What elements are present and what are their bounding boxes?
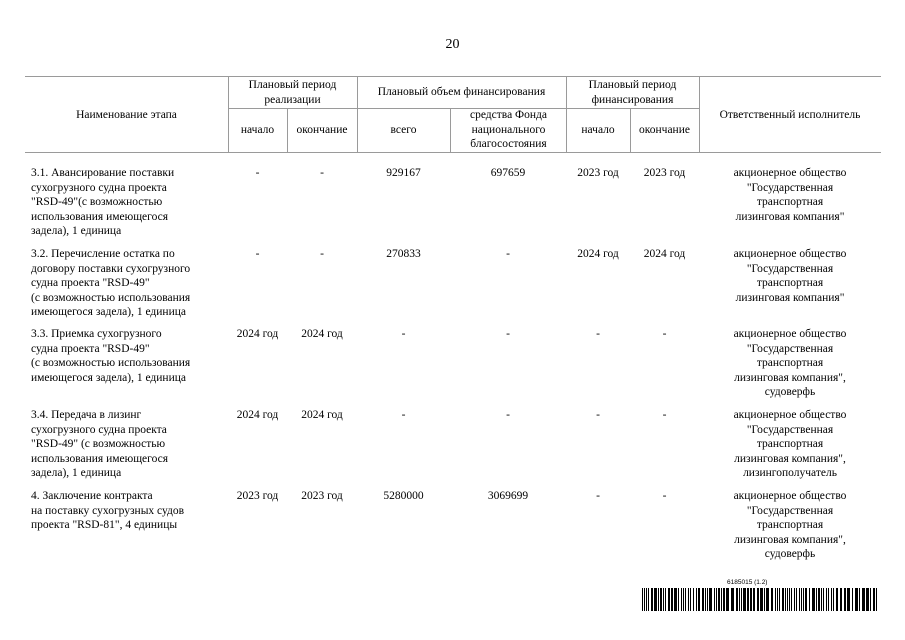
cell-funding-total: - [401, 328, 406, 340]
cell-impl-end: 2024 год [301, 328, 343, 340]
cell-executor [699, 166, 881, 224]
barcode-bar [753, 588, 755, 611]
cell-fin-start: 2024 год [577, 248, 619, 260]
cell-fin-end: - [662, 490, 667, 502]
cell-stage-name [31, 327, 228, 385]
executor-line: лизинговая компания", [734, 371, 846, 384]
barcode-bar [718, 588, 720, 611]
barcode-bar [831, 588, 832, 611]
barcode-bar [870, 588, 871, 611]
barcode [642, 588, 880, 611]
barcode-bar [714, 588, 715, 611]
barcode-bar [782, 588, 784, 611]
executor-line: "Государственная [746, 342, 834, 355]
barcode-bar [876, 588, 877, 611]
cell-impl-end: - [320, 167, 324, 179]
barcode-bar [705, 588, 706, 611]
cell-fin-start: - [596, 409, 600, 421]
stage-name-line: 3.2. Перечисление остатка по [31, 248, 175, 260]
barcode-label: 6185015 (1.2) [727, 579, 768, 586]
cell-stage-name [31, 166, 228, 239]
cell-funding-total: 5280000 [383, 490, 424, 502]
barcode-bar [766, 588, 769, 611]
barcode-bar [726, 588, 729, 611]
header-executor: Ответственный исполнитель [719, 109, 861, 121]
cell-executor [699, 489, 881, 562]
cell-impl-end: - [320, 248, 324, 260]
executor-line: транспортная [756, 277, 824, 290]
barcode-bar [840, 588, 842, 611]
barcode-bar [779, 588, 780, 611]
header-stage-name: Наименование этапа [76, 109, 177, 121]
barcode-bar [693, 588, 694, 611]
barcode-bar [660, 588, 662, 611]
barcode-bar [809, 588, 810, 611]
cell-impl-start: 2023 год [236, 490, 279, 502]
cell-fin-start: - [596, 490, 600, 502]
barcode-bar [683, 588, 684, 611]
page-number: 20 [445, 37, 460, 52]
barcode-bar [801, 588, 802, 611]
barcode-bar [651, 588, 653, 611]
barcode-bar [791, 588, 792, 611]
executor-line: акционерное общество [733, 248, 847, 260]
barcode-bar [794, 588, 795, 611]
cell-funding-fund: 697659 [490, 167, 526, 179]
executor-line: лизинговая компания", [734, 452, 846, 465]
barcode-bar [731, 588, 734, 611]
barcode-bar [709, 588, 712, 611]
stage-name-line: судна проекта "RSD-49" [31, 277, 150, 290]
stage-name-line: 3.3. Приемка сухогрузного [31, 328, 162, 340]
barcode-bar [796, 588, 797, 611]
barcode-bar [771, 588, 773, 611]
header-funding-period: Плановый период финансирования [588, 79, 677, 106]
barcode-bar [844, 588, 846, 611]
cell-funding-total: 270833 [386, 248, 421, 260]
barcode-bar [818, 588, 820, 611]
barcode-bar [760, 588, 763, 611]
barcode-bar [665, 588, 666, 611]
stage-name-line: задела), 1 единица [31, 225, 122, 238]
cell-fin-end: 2023 год [643, 167, 686, 179]
barcode-bar [828, 588, 829, 611]
stage-name-line: имеющегося задела), 1 единица [31, 371, 186, 384]
executor-line: судоверфь [764, 548, 816, 561]
stage-name-line: задела), 1 единица [31, 467, 122, 480]
cell-impl-start: 2024 год [236, 409, 279, 421]
barcode-bar [741, 588, 742, 611]
barcode-bar [799, 588, 800, 611]
cell-impl-start: - [255, 167, 260, 179]
cell-executor [699, 408, 881, 481]
barcode-bar [646, 588, 647, 611]
stage-name-line: использования имеющегося [31, 210, 169, 223]
barcode-bar [721, 588, 722, 611]
barcode-bar [821, 588, 822, 611]
cell-fin-start: 2023 год [577, 167, 619, 179]
barcode-bar [671, 588, 673, 611]
barcode-bar [826, 588, 827, 611]
barcode-bar [688, 588, 689, 611]
cell-stage-name [31, 247, 228, 320]
executor-line: акционерное общество [733, 409, 847, 421]
barcode-bar [663, 588, 664, 611]
barcode-bar [736, 588, 738, 611]
stage-name-line: имеющегося задела), 1 единица [31, 306, 186, 319]
stage-name-line: судна проекта "RSD-49" [31, 342, 150, 355]
barcode-bar [789, 588, 790, 611]
cell-funding-fund: - [506, 248, 510, 260]
barcode-bar [833, 588, 834, 611]
barcode-bar [644, 588, 645, 611]
barcode-bar [685, 588, 686, 611]
barcode-bar [785, 588, 786, 611]
stage-name-line: 4. Заключение контракта [31, 490, 153, 502]
header-impl-end: окончание [296, 124, 348, 136]
barcode-bar [873, 588, 875, 611]
cell-fin-end: - [662, 409, 667, 421]
barcode-bar [642, 588, 643, 611]
stage-name-line: "RSD-49" (с возможностью [31, 438, 166, 451]
barcode-bar [750, 588, 752, 611]
barcode-bar [681, 588, 682, 611]
executor-line: акционерное общество [733, 328, 847, 340]
cell-funding-fund: - [506, 409, 510, 421]
cell-impl-end: 2023 год [301, 490, 343, 502]
barcode-bar [852, 588, 853, 611]
executor-line: транспортная [756, 519, 824, 532]
barcode-bar [764, 588, 765, 611]
cell-fin-end: 2024 год [643, 248, 686, 260]
stage-name-line: сухогрузного судна проекта [31, 423, 167, 436]
executor-line: транспортная [756, 357, 824, 370]
executor-line: транспортная [756, 438, 824, 451]
executor-line: акционерное общество [733, 167, 847, 179]
stage-name-line: договору поставки сухогрузного [31, 262, 191, 275]
executor-line: акционерное общество [733, 490, 847, 502]
cell-stage-name [31, 408, 228, 481]
stage-name-line: проекта "RSD-81", 4 единицы [31, 519, 178, 532]
header-fin-end: окончание [639, 124, 690, 136]
barcode-bar [823, 588, 824, 611]
cell-executor [699, 327, 881, 400]
barcode-bar [702, 588, 704, 611]
barcode-bar [866, 588, 869, 611]
cell-impl-end: 2024 год [301, 409, 343, 421]
header-fin-start: начало [581, 124, 615, 136]
barcode-bar [777, 588, 778, 611]
cell-fin-end: - [662, 328, 667, 340]
barcode-bar [847, 588, 850, 611]
executor-line: "Государственная [746, 181, 834, 194]
barcode-bar [674, 588, 677, 611]
barcode-bar [757, 588, 759, 611]
stage-name-line: (с возможностью использования [31, 291, 191, 304]
barcode-bar [658, 588, 659, 611]
stage-name-line: 3.1. Авансирование поставки [31, 167, 175, 179]
executor-line: лизинговая компания" [735, 210, 845, 223]
table-top-rule [25, 76, 881, 77]
executor-line: лизингополучатель [743, 467, 837, 480]
stage-name-line: сухогрузного судна проекта [31, 181, 167, 194]
header-funding-total: всего [390, 124, 417, 136]
cell-funding-total: - [401, 409, 406, 421]
cell-funding-fund: - [506, 328, 510, 340]
barcode-bar [803, 588, 804, 611]
barcode-bar [696, 588, 697, 611]
barcode-bar [859, 588, 860, 611]
stage-name-line: "RSD-49"(с возможностью [31, 196, 163, 209]
executor-line: лизинговая компания" [735, 291, 845, 304]
barcode-bar [855, 588, 858, 611]
barcode-bar [816, 588, 817, 611]
executor-line: лизинговая компания", [734, 533, 846, 546]
barcode-bar [690, 588, 691, 611]
cell-funding-fund: 3069699 [487, 490, 529, 502]
barcode-bar [648, 588, 649, 611]
header-funding-volume: Плановый объем финансирования [377, 86, 546, 98]
cell-impl-start: 2024 год [236, 328, 279, 340]
header-impl-period: Плановый период реализации [248, 79, 337, 106]
barcode-bar [739, 588, 740, 611]
barcode-bar [787, 588, 788, 611]
cell-fin-start: - [596, 328, 600, 340]
barcode-bar [707, 588, 708, 611]
barcode-bar [668, 588, 670, 611]
stage-name-line: на поставку сухогрузных судов [31, 504, 185, 517]
barcode-bar [654, 588, 657, 611]
header-impl-start: начало [240, 124, 275, 136]
header-bottom-rule [25, 152, 881, 153]
executor-line: "Государственная [746, 504, 834, 517]
barcode-bar [743, 588, 746, 611]
barcode-bar [723, 588, 725, 611]
stage-name-line: 3.4. Передача в лизинг [31, 409, 142, 421]
barcode-bar [805, 588, 807, 611]
cell-executor [699, 247, 881, 305]
header-divider [450, 108, 451, 152]
stage-name-line: (с возможностью использования [31, 357, 191, 370]
executor-line: судоверфь [764, 386, 816, 399]
cell-stage-name [31, 489, 228, 533]
executor-line: "Государственная [746, 423, 834, 436]
barcode-bar [698, 588, 700, 611]
cell-impl-start: - [255, 248, 260, 260]
barcode-bar [678, 588, 679, 611]
barcode-bar [775, 588, 776, 611]
stage-name-line: использования имеющегося [31, 452, 169, 465]
barcode-bar [716, 588, 717, 611]
cell-funding-total: 929167 [386, 167, 421, 179]
barcode-bar [862, 588, 865, 611]
executor-line: "Государственная [746, 262, 834, 275]
barcode-bar [747, 588, 749, 611]
header-funding-fund: средства Фонда национального благосостояния [470, 109, 547, 151]
barcode-bar [836, 588, 838, 611]
executor-line: транспортная [756, 196, 824, 209]
barcode-bar [812, 588, 815, 611]
